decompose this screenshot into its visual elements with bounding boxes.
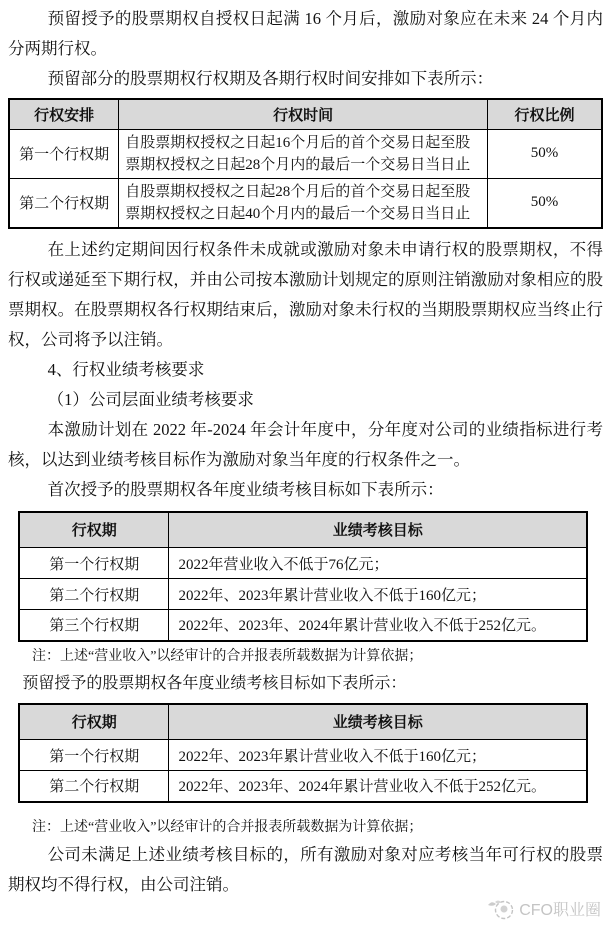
- first-grant-performance-table: [18, 511, 588, 642]
- paragraph-table2-lead: 首次授予的股票期权各年度业绩考核目标如下表所示：: [47, 479, 444, 499]
- table-row: [19, 610, 587, 641]
- col-header-exercise-arrangement: 行权安排: [9, 99, 119, 129]
- heading-performance-requirements: 4、行权业绩考核要求: [47, 359, 205, 379]
- watermark: [485, 897, 601, 920]
- cell-period-2: 第二个行权期: [19, 771, 169, 802]
- cfo-logo-icon: [485, 898, 515, 920]
- table-header-row: [19, 512, 587, 548]
- col-header-exercise-period: 行权期: [19, 704, 169, 740]
- cell-period-1-target: 2022年营业收入不低于76亿元；: [169, 548, 587, 579]
- cell-period-2-target: 2022年、2023年、2024年累计营业收入不低于252亿元。: [169, 771, 587, 802]
- table-row: [9, 178, 602, 228]
- table-header-row: [9, 99, 602, 129]
- cell-period-3-target: 2022年、2023年、2024年累计营业收入不低于252亿元。: [169, 610, 587, 641]
- table-row: [9, 129, 602, 178]
- table-header-row: [19, 704, 587, 740]
- paragraph-failure-consequence: 公司未满足上述业绩考核目标的，所有激励对象对应考核当年可行权的股票期权均不得行权，由公司注销。: [8, 844, 603, 894]
- paragraph-table3-lead: 预留授予的股票期权各年度业绩考核目标如下表所示：: [22, 674, 407, 692]
- paragraph-table1-lead: 预留部分的股票期权行权期及各期行权时间安排如下表所示：: [47, 69, 494, 88]
- table-row: [19, 548, 587, 579]
- cell-period-2: 第二个行权期: [19, 579, 169, 610]
- exercise-schedule-table: [8, 98, 603, 229]
- cell-period-1-time: 自股票期权授权之日起16个月后的首个交易日起至股票期权授权之日起28个月内的最后一个交易日当日止: [119, 129, 488, 178]
- note-revenue-basis-1: 注：上述“营业收入”以经审计的合并报表所载数据为计算依据；: [32, 648, 423, 664]
- cell-period-1: 第一个行权期: [19, 740, 169, 771]
- cell-period-3: 第三个行权期: [19, 610, 169, 641]
- cell-period-1-ratio: 50%: [488, 129, 602, 178]
- spacer: [8, 805, 603, 813]
- table-row: [19, 771, 587, 802]
- col-header-exercise-ratio: 行权比例: [488, 99, 602, 129]
- cell-period-1: 第一个行权期: [9, 129, 119, 178]
- cell-period-1: 第一个行权期: [19, 548, 169, 579]
- cell-period-2-ratio: 50%: [488, 178, 602, 228]
- table-row: [19, 740, 587, 771]
- col-header-performance-target: 业绩考核目标: [169, 512, 587, 548]
- watermark-label: CFO职业圈: [519, 902, 601, 919]
- table-row: [19, 579, 587, 610]
- cell-period-2: 第二个行权期: [9, 178, 119, 228]
- cell-period-2-time: 自股票期权授权之日起28个月后的首个交易日起至股票期权授权之日起40个月内的最后一个交易日当日止: [119, 178, 488, 228]
- cell-period-1-target: 2022年、2023年累计营业收入不低于160亿元；: [169, 740, 587, 771]
- paragraph-reserved-grant-intro: 预留授予的股票期权自授权日起满 16 个月后，激励对象应在未来 24 个月内分两期行权。: [8, 9, 603, 58]
- cell-period-2-target: 2022年、2023年累计营业收入不低于160亿元；: [169, 579, 587, 610]
- col-header-exercise-period: 行权期: [19, 512, 169, 548]
- paragraph-assessment-years: 本激励计划在 2022 年-2024 年会计年度中，分年度对公司的业绩指标进行考核，以达到业绩考核目标作为激励对象当年度的行权条件之一。: [8, 419, 603, 469]
- col-header-performance-target: 业绩考核目标: [169, 704, 587, 740]
- col-header-exercise-time: 行权时间: [119, 99, 488, 129]
- reserved-grant-performance-table: [18, 703, 588, 803]
- paragraph-forfeiture-rules: 在上述约定期间因行权条件未成就或激励对象未申请行权的股票期权，不得行权或递延至下期行权，并由公司按本激励计划规定的原则注销激励对象相应的股票期权。在股票期权各行权期结束后，激励对象未行权的当期股票期权应当终止行权，公司将予以注销。: [8, 239, 603, 349]
- heading-company-level: （1）公司层面业绩考核要求: [47, 389, 254, 409]
- note-revenue-basis-2: 注：上述“营业收入”以经审计的合并报表所载数据为计算依据；: [32, 819, 423, 835]
